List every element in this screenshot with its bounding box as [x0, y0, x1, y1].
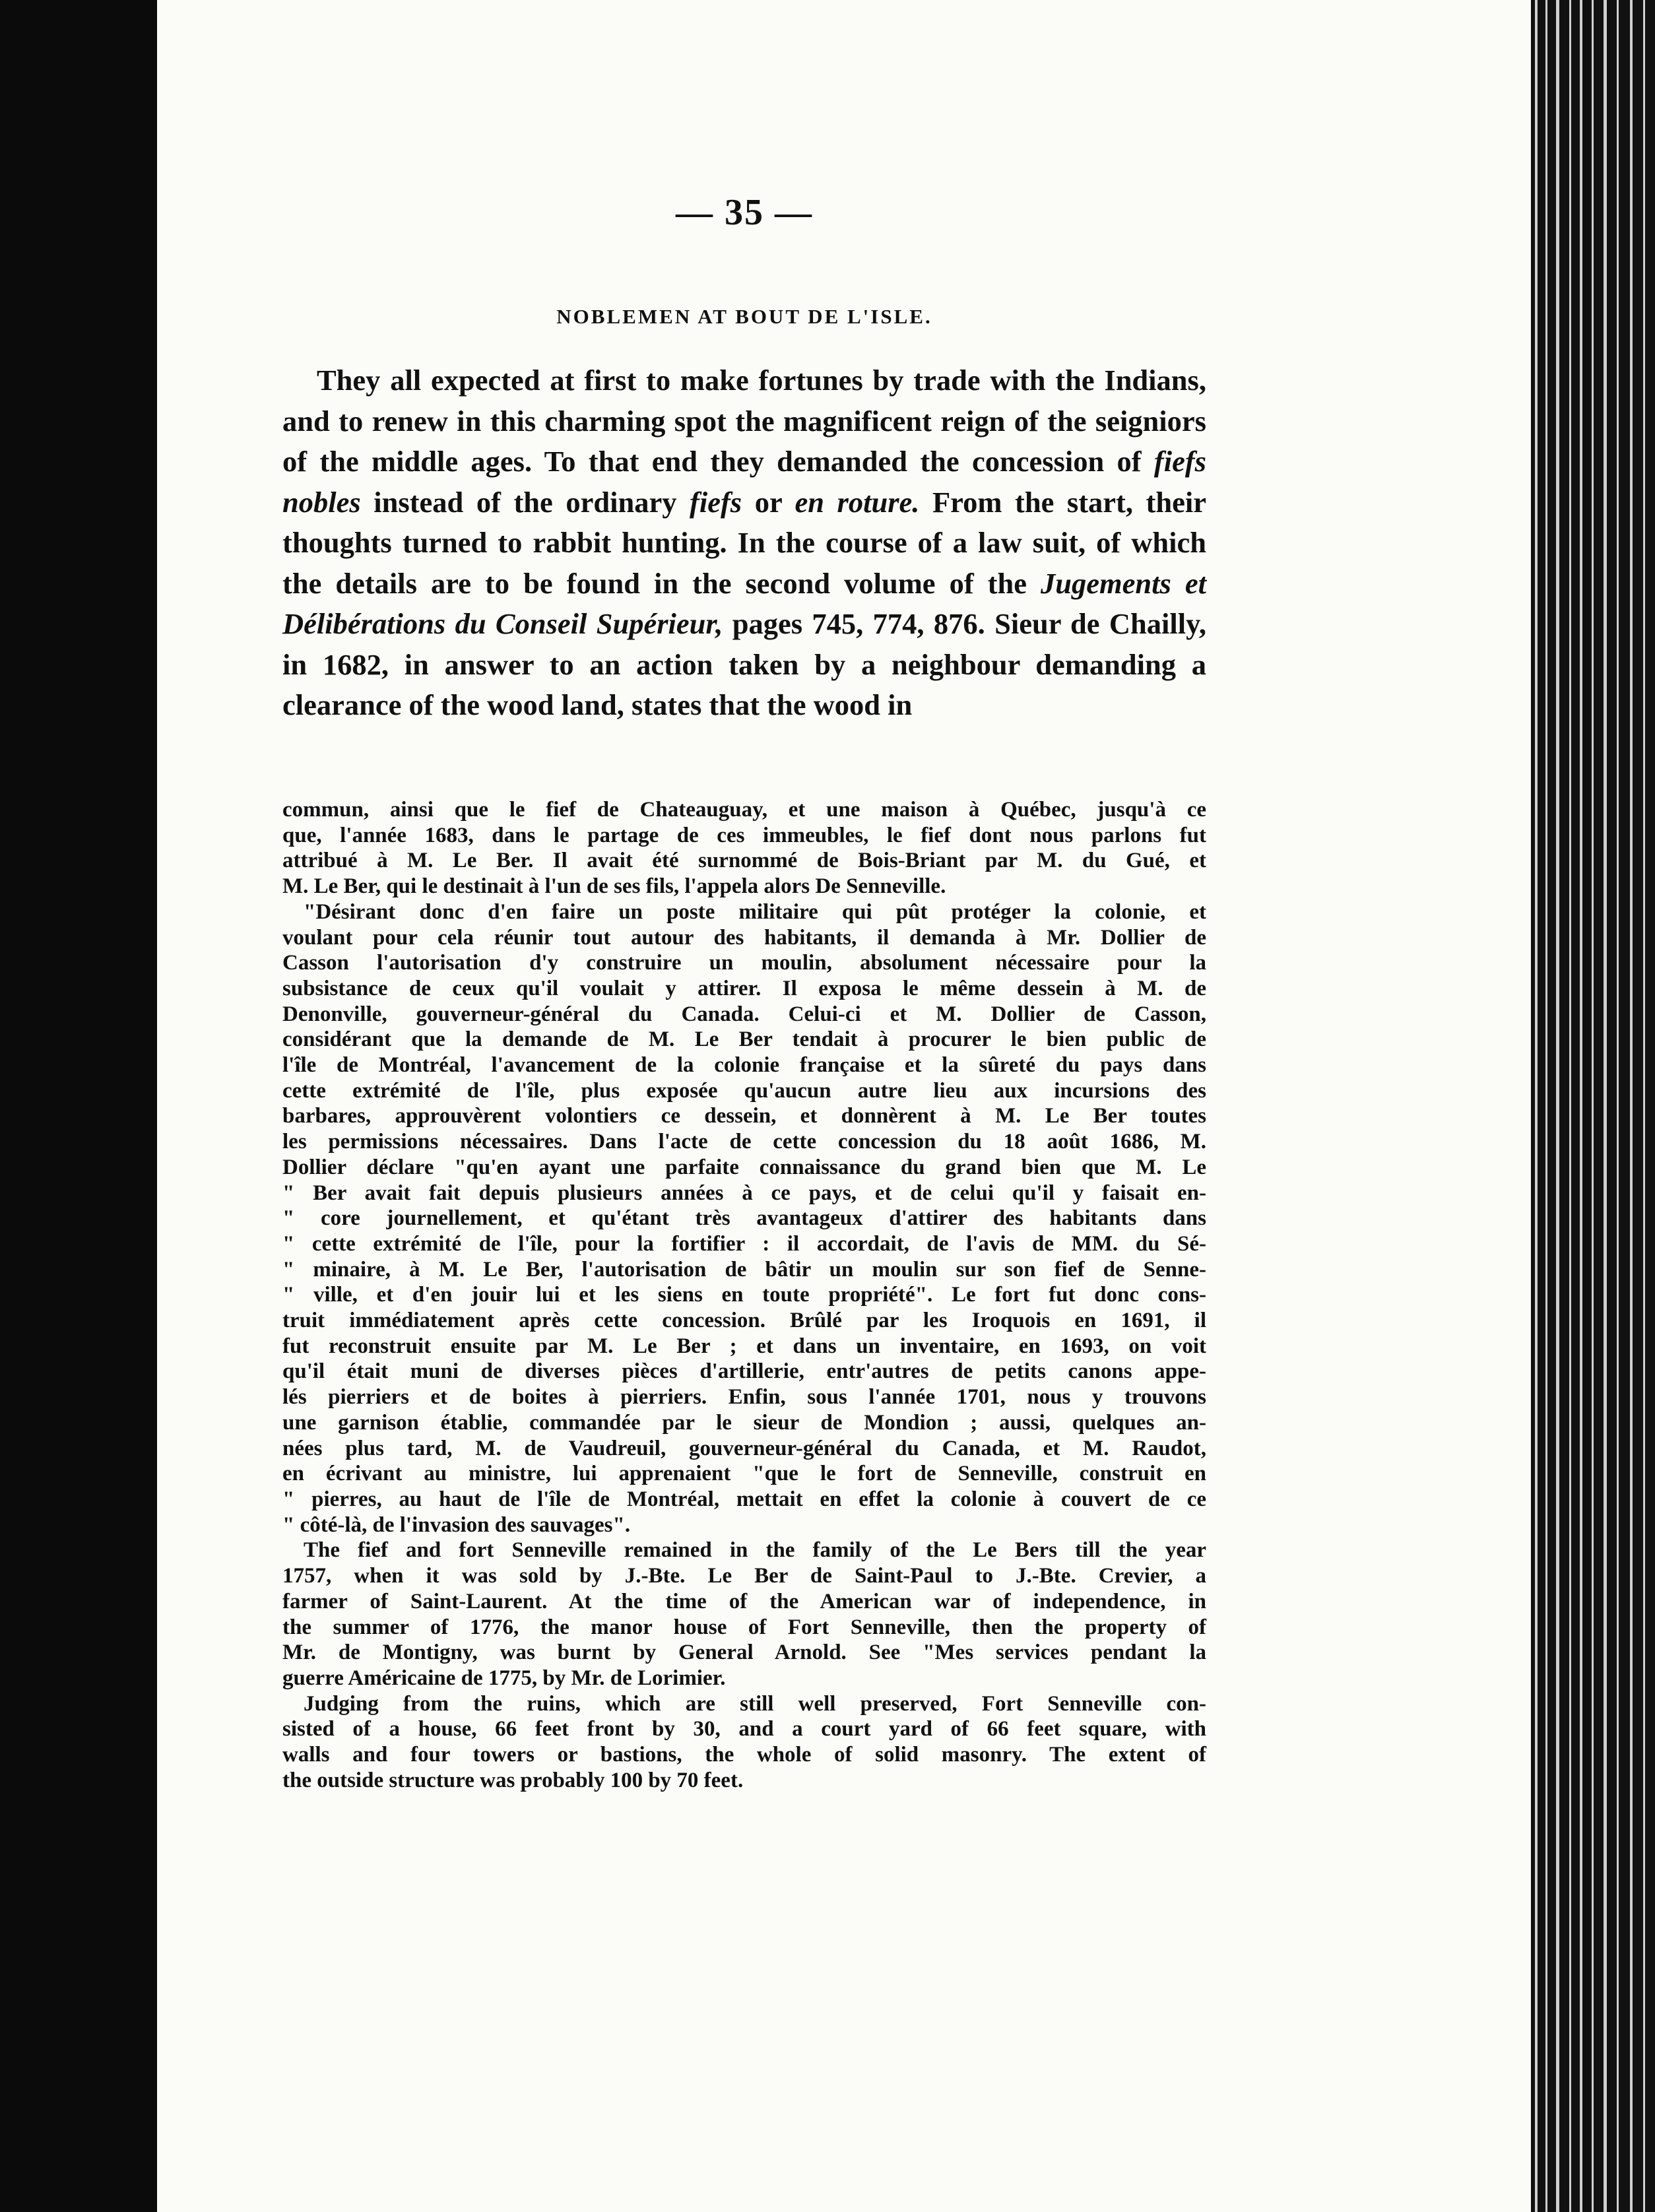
footnote-line: " cette extrémité de l'île, pour la fortifier : il accordait, de l'avis de MM. du Sé-	[282, 1231, 1206, 1256]
footnote-line: Denonville, gouverneur-général du Canada. Celui-ci et M. Dollier de Casson,	[282, 1002, 1206, 1026]
footnote-line: " pierres, au haut de l'île de Montréal, mettait en effet la colonie à couvert de ce	[282, 1487, 1206, 1511]
section-title: NOBLEMEN AT BOUT DE L'ISLE.	[556, 305, 932, 328]
main-text-part: From the start, their thoughts turned to rabbit hunting. In the course of a law suit, of which the details are to be found in the second volume of the	[282, 485, 1206, 600]
main-paragraph	[282, 360, 1206, 726]
footnote-line: voulant pour cela réunir tout autour des habitants, il demanda à Mr. Dollier de	[282, 925, 1206, 950]
main-text-italic: fiefs	[690, 485, 742, 519]
footnote-line: fut reconstruit ensuite par M. Le Ber ; et dans un inventaire, en 1693, on voit	[282, 1334, 1206, 1358]
footnote-line: cette extrémité de l'île, plus exposée qu'aucun autre lieu aux incursions des	[282, 1078, 1206, 1103]
main-text-italic: en roture.	[795, 485, 920, 519]
footnote-line: les permissions nécessaires. Dans l'acte de cette concession du 18 août 1686, M.	[282, 1130, 1206, 1154]
footnote-line: que, l'année 1683, dans le partage de ces immeubles, le fief dont nous parlons fut	[282, 823, 1206, 847]
main-text-part: or	[742, 485, 795, 519]
footnote-line: "Désirant donc d'en faire un poste militaire qui pût protéger la colonie, et	[304, 899, 1206, 924]
footnote-line: en écrivant au ministre, lui apprenaient "que le fort de Senneville, construit en	[282, 1462, 1206, 1486]
footnote-line: Mr. de Montigny, was burnt by General Arnold. See "Mes services pendant la	[282, 1641, 1206, 1665]
footnote-line: nées plus tard, M. de Vaudreuil, gouverneur-général du Canada, et M. Raudot,	[282, 1436, 1206, 1460]
main-text-part: They all expected at first to make fortunes by trade with the Indians, and to renew in this charming spot the magnificent reign of the seigniors of the middle ages. To that end they demanded the concession of	[282, 364, 1206, 478]
footnote-line: barbares, approuvèrent volontiers ce dessein, et donnèrent à M. Le Ber toutes	[282, 1104, 1206, 1128]
footnote-line: guerre Américaine de 1775, by Mr. de Lorimier.	[282, 1666, 726, 1690]
left-page-edge	[0, 0, 157, 2212]
footnote-line: " ville, et d'en jouir lui et les siens en toute propriété". Le fort fut donc cons-	[282, 1283, 1206, 1307]
footnote-line: une garnison établie, commandée par le sieur de Mondion ; aussi, quelques an-	[282, 1410, 1206, 1435]
footnote-line: " minaire, à M. Le Ber, l'autorisation de bâtir un moulin sur son fief de Senne-	[282, 1257, 1206, 1282]
footnote-line: 1757, when it was sold by J.-Bte. Le Ber de Saint-Paul to J.-Bte. Crevier, a	[282, 1564, 1206, 1588]
footnote-line: sisted of a house, 66 feet front by 30, and a court yard of 66 feet square, with	[282, 1717, 1206, 1741]
main-text-italic: Jugements et Délibérations du Conseil Supérieur,	[282, 566, 1206, 640]
footnote-line: walls and four towers or bastions, the whole of solid masonry. The extent of	[282, 1743, 1206, 1767]
footnote-line: farmer of Saint-Laurent. At the time of the American war of independence, in	[282, 1589, 1206, 1613]
footnote-line: considérant que la demande de M. Le Ber tendait à procurer le bien public de	[282, 1027, 1206, 1052]
book-fore-edge	[1531, 0, 1655, 2212]
footnote-line: commun, ainsi que le fief de Chateauguay, et une maison à Québec, jusqu'à ce	[282, 798, 1206, 822]
footnote-line: subsistance de ceux qu'il voulait y attirer. Il exposa le même dessein à M. de	[282, 976, 1206, 1000]
footnote-line: The fief and fort Senneville remained in the family of the Le Bers till the year	[304, 1538, 1206, 1563]
footnote-line: " core journellement, et qu'étant très avantageux d'attirer des habitants dans	[282, 1206, 1206, 1231]
main-text-part: instead of the ordinary	[360, 485, 690, 519]
footnote-line: Casson l'autorisation d'y construire un moulin, absolument nécessaire pour la	[282, 951, 1206, 975]
footnote-line: l'île de Montréal, l'avancement de la colonie française et la sûreté du pays dans	[282, 1053, 1206, 1078]
footnote-line: Judging from the ruins, which are still well preserved, Fort Senneville con-	[304, 1691, 1206, 1716]
footnote-line: truit immédiatement après cette concession. Brûlé par les Iroquois en 1691, il	[282, 1309, 1206, 1333]
footnote-line: " côté-là, de l'invasion des sauvages".	[282, 1513, 631, 1537]
footnote-line: the outside structure was probably 100 by 70 feet.	[282, 1768, 744, 1792]
footnote-line: qu'il était muni de diverses pièces d'artillerie, entr'autres de petits canons appe-	[282, 1359, 1206, 1384]
main-text-italic: fiefs nobles	[282, 445, 1206, 519]
footnote-line: the summer of 1776, the manor house of Fort Senneville, then the property of	[282, 1615, 1206, 1639]
footnote-line: lés pierriers et de boites à pierriers. Enfin, sous l'année 1701, nous y trouvons	[282, 1385, 1206, 1410]
footnote-line: attribué à M. Le Ber. Il avait été surnommé de Bois-Briant par M. du Gué, et	[282, 849, 1206, 873]
page-number: — 35 —	[676, 192, 813, 233]
footnote-block	[282, 797, 1206, 1793]
footnote-line: M. Le Ber, qui le destinait à l'un de ses fils, l'appela alors De Senneville.	[282, 874, 946, 899]
main-text-part: pages 745, 774, 876. Sieur de Chailly, in 1682, in answer to an action taken by a neighbour demanding a clearance of the wood land, states that the wood in	[282, 607, 1206, 721]
footnote-line: Dollier déclare "qu'en ayant une parfaite connaissance du grand bien que M. Le	[282, 1155, 1206, 1179]
footnote-line: " Ber avait fait depuis plusieurs années à ce pays, et de celui qu'il y faisait en-	[282, 1181, 1206, 1205]
